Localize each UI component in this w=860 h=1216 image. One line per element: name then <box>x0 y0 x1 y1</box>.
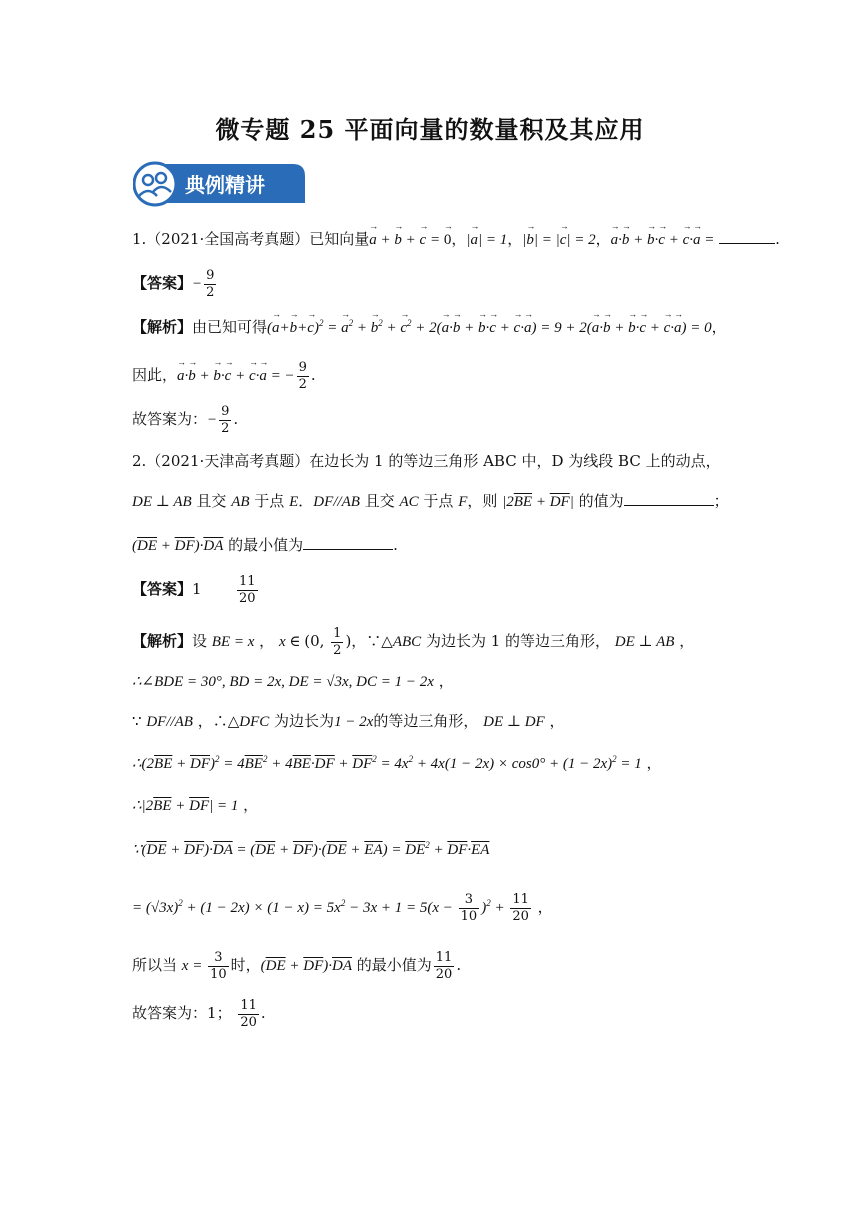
q2-stem-3: $(\overline{DE} + \overline{DF})\cdot\overline{DA}$ 的最小值为 . <box>132 536 398 554</box>
q2-stem-2: DE ⊥ AB 且交 AB 于点 E．DF//AB 且交 AC 于点 F，则 $|2\overline{BE} + \overline{DF}|$ 的值为 ； <box>132 492 729 510</box>
q2-jiexi-2: ∴∠BDE = 30°, BD = 2x, DE = √3x, DC = 1 − 2x ， <box>132 672 454 690</box>
q2-jiexi-1: 【解析】设 BE = x ， x ∈ (0, $\frac{1}{2}$ )，∵△ABC 为边长为 1 的等边三角形， DE ⊥ AB ， <box>132 626 695 658</box>
q2-final: 故答案为：1； $\frac{11}{20}$ . <box>132 998 266 1030</box>
q1-jiexi: 【解析】由已知可得(→ a+→ b+→ c)$^2$ = → $a^2$ + → $b^2$ + → $c^2 + 2(\to a\cdot\to b$ + → b·→ c + → c·→ a) = 9 + 2(→ a·→ b + → b·→ c + → c·→ a) = 0， <box>132 316 727 337</box>
q1-thus: 因此，→ a·→ b + → b·→ c + → c·→ a = − $\frac{9}{2}$ . <box>132 360 316 392</box>
q1-stem: 1.（2021·全国高考真题）已知向量→ a + → b + → c = → 0，|→ a| = 1，|→ b| = |→ c| = 2，→ a·→ b + → b·→ c + → c·→ a = . <box>132 228 780 249</box>
page-title: 微专题 25 平面向量的数量积及其应用 <box>215 115 645 144</box>
q1-answer: 【答案】− $\frac{9}{2}$ <box>132 268 215 300</box>
q2-jiexi-7: = $(√3x)^2 + (1 - 2x) \times (1 - x) = 5x^2 - 3x + 1 = 5(x$ − $\frac{3}{10}$ )$^2$ + $\frac{11}{20}$ ， <box>132 892 553 924</box>
section-banner <box>133 160 305 207</box>
q1-final: 故答案为：− $\frac{9}{2}$ . <box>132 404 239 436</box>
q2-jiexi-4: $\therefore(2\overline{BE} + \overline{DF})^2 = 4\overline{BE}^2 + 4\overline{BE}\cdot\overline{DF} + \overline{DF}^2 = 4x^2 + 4x(1 - 2x) \times \cos 0^\circ + (1 - 2x)^2 = 1$ ， <box>132 754 662 772</box>
q2-jiexi-6: $\because(\overline{DE} + \overline{DF})\cdot\overline{DA} = (\overline{DE} + \overline{DF})\cdot(\overline{DE} + \overline{EA}) = \overline{DE}^2 + \overline{DF}\cdot\overline{EA}$ <box>132 840 490 858</box>
q2-answer: 【答案】1 $\frac{11}{20}$ <box>132 574 256 606</box>
banner-label: 典例精讲 <box>185 173 265 197</box>
q2-jiexi-8: 所以当 x = $\frac{3}{10}$ 时，$(\overline{DE} + \overline{DF})\cdot\overline{DA}$ 的最小值为 $\frac{11}{20}$ . <box>132 950 462 982</box>
q2-stem-1: 2.（2021·天津高考真题）在边长为 1 的等边三角形 ABC 中，D 为线段 BC 上的动点， <box>132 452 721 470</box>
q2-jiexi-5: $\therefore|2\overline{BE} + \overline{DF}| = 1$ ， <box>132 796 259 814</box>
q2-jiexi-3: ∵ DF//AB ，∴△DFC 为边长为1 − 2x的等边三角形， DE ⊥ DF ， <box>132 712 565 730</box>
